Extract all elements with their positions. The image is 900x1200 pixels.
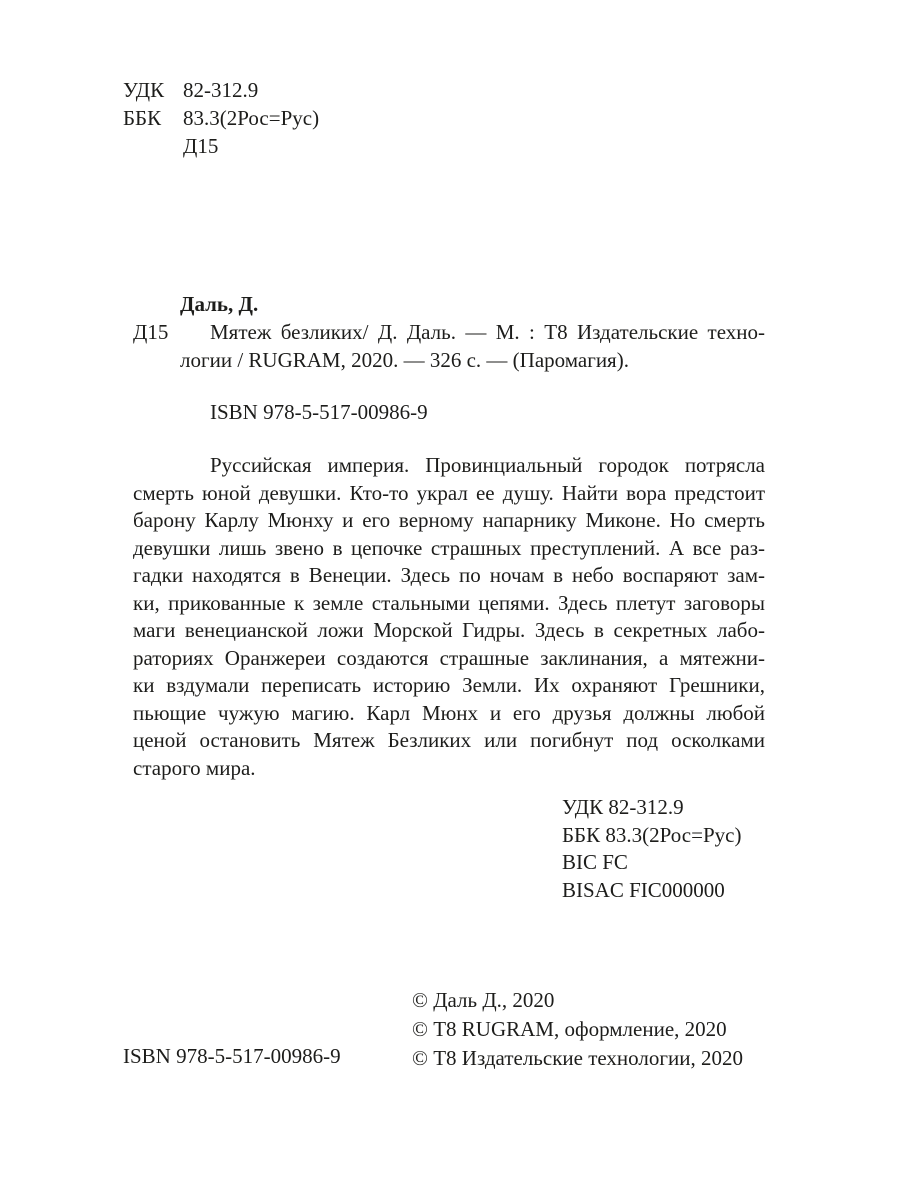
card-isbn: ISBN 978-5-517-00986-9: [210, 400, 428, 424]
isbn-bottom: ISBN 978-5-517-00986-9: [123, 1044, 341, 1068]
top-classification-codes: [123, 76, 319, 160]
annotation-line: Руссийская империя. Провинциальный городок потрясла: [210, 453, 765, 477]
copyright-block: [412, 986, 743, 1072]
annotation-line: смерть юной девушки. Кто-то украл ее душу. Найти вора предстоит: [133, 480, 765, 505]
annotation-line: старого мира.: [133, 755, 256, 780]
card-author-heading: Даль, Д.: [180, 292, 259, 316]
classification-line-udk: УДК 82-312.9: [562, 795, 684, 819]
udk-value: 82-312.9: [183, 78, 259, 102]
annotation-line: девушки лишь звено в цепочке страшных преступлений. А все раз-: [133, 535, 765, 560]
copyright-line-design: © Т8 RUGRAM, оформление, 2020: [412, 1016, 727, 1041]
annotation-line: пьющие чужую магию. Карл Мюнх и его друзья должны любой: [133, 700, 765, 725]
bbk-label: ББК: [123, 106, 162, 130]
annotation-line: раториях Оранжереи создаются страшные заклинания, а мятежни-: [133, 645, 765, 670]
card-description-line: Мятеж безликих/ Д. Даль. — М. : Т8 Издательские техно-: [210, 320, 765, 344]
annotation-line: ки вздумали переписать историю Земли. Их охраняют Грешники,: [133, 673, 765, 697]
card-description: [180, 318, 765, 374]
copyright-line-author: © Даль Д., 2020: [412, 988, 555, 1012]
card-body: [133, 318, 765, 374]
classification-line-bbk: ББК 83.3(2Рос=Рус): [562, 822, 742, 847]
classification-line-bisac: BISAC FIC000000: [562, 877, 725, 902]
copyright-line-publisher: © Т8 Издательские технологии, 2020: [412, 1045, 743, 1070]
author-sign-spacer: [123, 132, 183, 160]
author-sign-row: [123, 132, 319, 160]
classification-line-bic: BIC FC: [562, 850, 628, 874]
annotation-line: маги венецианской ложи Морской Гидры. Здесь в секретных лабо-: [133, 618, 765, 642]
annotation-line: ки, прикованные к земле стальными цепями. Здесь плетут заговоры: [133, 590, 765, 615]
annotation-line: ценой остановить Мятеж Безликих или погибнут под осколками: [133, 728, 765, 752]
annotation-line: барону Карлу Мюнху и его верному напарнику Миконе. Но смерть: [133, 508, 765, 532]
annotation-line: гадки находятся в Венеции. Здесь по ночам в небо воспаряют зам-: [133, 563, 765, 587]
card-margin-code: Д15: [133, 320, 169, 344]
annotation-paragraph: [133, 452, 765, 782]
card-description-line: логии / RUGRAM, 2020. — 326 с. — (Паромагия).: [180, 348, 629, 372]
catalog-card: [133, 290, 765, 426]
udk-label: УДК: [123, 78, 165, 102]
author-sign: Д15: [183, 134, 219, 158]
udk-row: [123, 76, 319, 104]
bbk-value: 83.3(2Рос=Рус): [183, 106, 320, 130]
bbk-row: [123, 104, 319, 132]
classification-block: [562, 794, 741, 904]
